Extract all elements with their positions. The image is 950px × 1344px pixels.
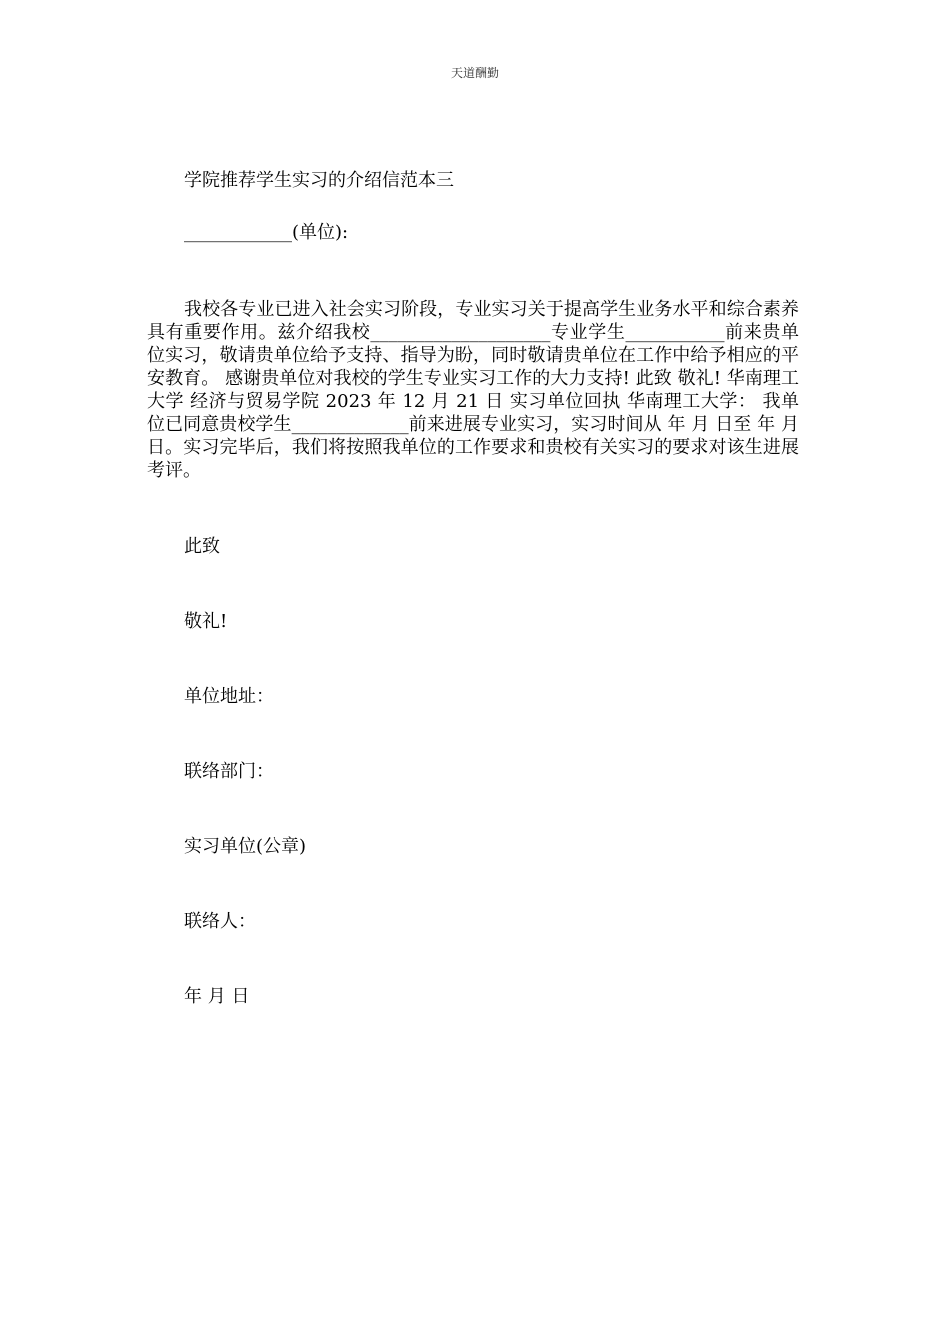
closing-line-department: 联络部门： <box>184 761 274 782</box>
letter-body: 我校各专业已进入社会实习阶段，专业实习关于提高学生业务水平和综合素养具有重要作用。兹介绍我校____________________专业学生___________前来贵单位实习，敬请贵单位给予支持、指导为盼，同时敬请贵单位在工作中给予相应的平安教育。 感谢贵单位对我校的学生专业实习工作的大力支持! 此致 敬礼! 华南理工大学 经济与贸易学院 2023 年 12 月 21 日 实习单位回执 华南理工大学： 我单位已同意贵校学生_____________前来进展专业实习，实习时间从 年 月 日至 年 月 日。实习完毕后，我们将按照我单位的工作要求和贵校有关实习的要求对该生进展考评。 <box>147 299 799 481</box>
letter-title: 学院推荐学生实习的介绍信范本三 <box>184 170 454 191</box>
closing-line-seal: 实习单位(公章) <box>184 836 307 857</box>
letter-salutation: ____________(单位): <box>184 222 349 243</box>
page-header: 天道酬勤 <box>450 66 499 80</box>
letter-page <box>147 168 799 1059</box>
closing-line-contact: 联络人： <box>184 911 256 932</box>
closing-line-address: 单位地址： <box>184 686 274 707</box>
closing-line-salute: 敬礼! <box>184 611 228 632</box>
closing-line-regards: 此致 <box>184 536 220 557</box>
closing-line-date: 年 月 日 <box>184 986 250 1007</box>
